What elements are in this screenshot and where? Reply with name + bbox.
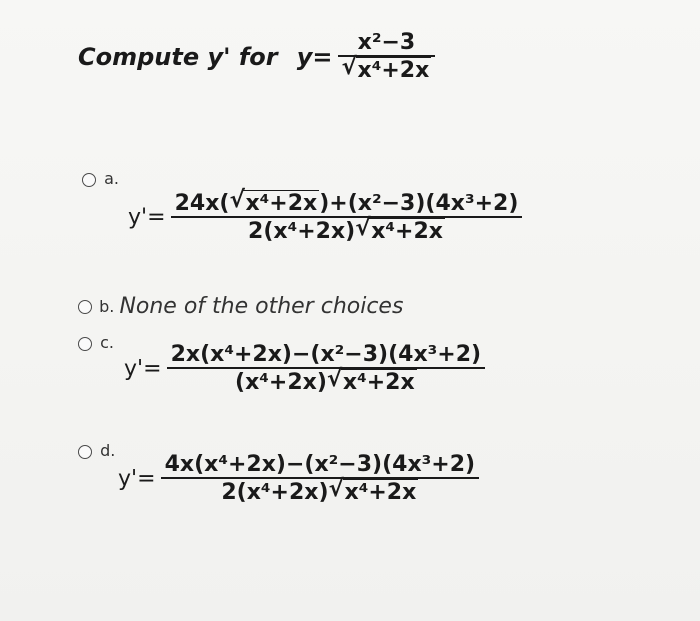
option-a-radio[interactable] bbox=[82, 173, 96, 187]
radical-sign-icon: √ bbox=[328, 476, 344, 503]
sqrt bbox=[355, 215, 445, 245]
option-a-num-post: )+(x²−3)(4x³+2) bbox=[319, 191, 519, 216]
radicand: x⁴+2x bbox=[344, 480, 417, 506]
sqrt bbox=[341, 54, 432, 84]
radicand: x⁴+2x bbox=[371, 219, 443, 245]
option-a-letter: a. bbox=[104, 169, 119, 188]
option-c-lhs: y'= bbox=[124, 356, 162, 382]
option-d-denominator bbox=[217, 476, 422, 506]
option-c-fraction bbox=[167, 342, 485, 396]
option-a-lhs: y'= bbox=[128, 204, 166, 230]
sqrt bbox=[328, 476, 419, 506]
option-d-numerator: 4x(x⁴+2x)−(x²−3)(4x³+2) bbox=[164, 452, 476, 477]
question-lhs: y= bbox=[296, 42, 333, 71]
option-a[interactable] bbox=[82, 169, 119, 191]
option-d-letter: d. bbox=[100, 441, 116, 460]
option-c[interactable] bbox=[78, 333, 114, 355]
question-stem bbox=[78, 30, 435, 84]
question-prefix: Compute y' for bbox=[78, 42, 278, 71]
option-a-num-pre: 24x( bbox=[174, 191, 230, 216]
option-a-fraction bbox=[171, 187, 523, 245]
option-b-radio[interactable] bbox=[78, 300, 92, 314]
option-c-den-pre: (x⁴+2x) bbox=[235, 370, 327, 396]
radicand: x⁴+2x bbox=[245, 191, 318, 216]
option-b[interactable] bbox=[78, 294, 403, 319]
sqrt bbox=[229, 187, 319, 216]
radical-sign-icon: √ bbox=[341, 54, 357, 81]
radical-sign-icon: √ bbox=[355, 215, 371, 242]
sqrt bbox=[326, 366, 417, 396]
option-b-text: None of the other choices bbox=[119, 294, 404, 319]
option-c-numerator: 2x(x⁴+2x)−(x²−3)(4x³+2) bbox=[170, 342, 482, 367]
option-a-formula bbox=[128, 187, 522, 245]
option-a-denominator bbox=[244, 215, 449, 245]
option-b-letter: b. bbox=[99, 297, 115, 316]
option-c-denominator bbox=[231, 366, 421, 396]
option-c-formula bbox=[124, 342, 485, 396]
option-a-den-pre: 2(x⁴+2x) bbox=[248, 219, 356, 245]
option-d-radio[interactable] bbox=[78, 445, 92, 459]
option-a-numerator bbox=[171, 187, 523, 216]
radicand: x⁴+2x bbox=[342, 370, 415, 396]
question-fraction bbox=[338, 30, 436, 84]
option-c-radio[interactable] bbox=[78, 337, 92, 351]
radicand: x⁴+2x bbox=[357, 58, 430, 84]
option-d-lhs: y'= bbox=[118, 466, 156, 492]
option-c-letter: c. bbox=[100, 333, 114, 352]
radical-sign-icon: √ bbox=[229, 187, 245, 213]
question-denominator bbox=[338, 54, 436, 84]
option-d[interactable] bbox=[78, 441, 116, 463]
radical-sign-icon: √ bbox=[326, 366, 343, 393]
option-d-formula bbox=[118, 452, 479, 506]
option-d-fraction bbox=[161, 452, 479, 506]
option-d-den-pre: 2(x⁴+2x) bbox=[221, 480, 329, 506]
question-numerator: x²−3 bbox=[357, 30, 416, 55]
